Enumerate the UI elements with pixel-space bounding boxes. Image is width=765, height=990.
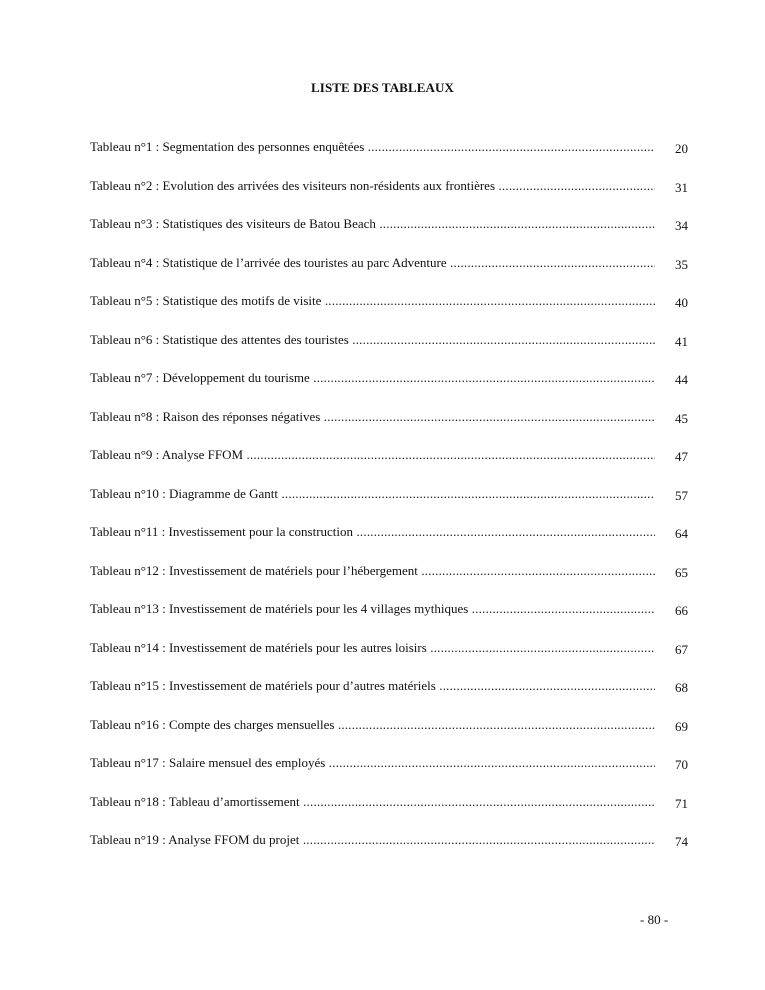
toc-entry-label: Tableau n°8 : Raison des réponses négatives ..... xyxy=(90,407,655,427)
toc-row xyxy=(90,368,690,407)
toc-entry-page: 67 xyxy=(675,641,688,657)
toc-row xyxy=(90,830,690,869)
toc-row xyxy=(90,291,690,330)
toc-entry-page: 68 xyxy=(675,680,688,695)
toc-row xyxy=(90,715,690,754)
toc-entry-page: 41 xyxy=(675,333,688,349)
toc-entry-page: 57 xyxy=(675,487,688,503)
toc-row xyxy=(90,753,690,792)
toc-entry-label: Tableau n°1 : Segmentation des personnes enquêtées ..... xyxy=(90,137,655,157)
toc-row xyxy=(90,137,690,176)
toc-row xyxy=(90,599,690,638)
toc-entry-label: Tableau n°17 : Salaire mensuel des employés ..... xyxy=(90,753,655,773)
toc-entry-page: 47 xyxy=(675,449,688,464)
toc-entry-page: 70 xyxy=(675,757,688,772)
toc-entry-page: 35 xyxy=(675,256,688,272)
toc-entry-page: 45 xyxy=(675,410,688,426)
toc-row xyxy=(90,407,690,446)
toc-row xyxy=(90,214,690,253)
toc-entry-label: Tableau n°10 : Diagramme de Gantt ..... xyxy=(90,484,655,504)
toc-entry-page: 66 xyxy=(675,603,688,618)
toc-entry-page: 31 xyxy=(675,179,688,195)
toc-row xyxy=(90,638,690,677)
toc-entry-label: Tableau n°7 : Développement du tourisme ..... xyxy=(90,368,655,388)
toc-entry-page: 69 xyxy=(675,718,688,734)
table-list xyxy=(90,137,690,869)
toc-entry-page: 65 xyxy=(675,564,688,580)
toc-entry-page: 71 xyxy=(675,795,688,811)
toc-entry-page: 64 xyxy=(675,526,688,541)
toc-row xyxy=(90,676,690,715)
toc-entry-label: Tableau n°16 : Compte des charges mensuelles ..... xyxy=(90,715,655,735)
toc-row xyxy=(90,330,690,369)
toc-entry-page: 74 xyxy=(675,834,688,849)
toc-entry-page: 20 xyxy=(675,141,688,156)
toc-entry-label: Tableau n°14 : Investissement de matériels pour les autres loisirs ..... xyxy=(90,638,655,658)
toc-entry-label: Tableau n°6 : Statistique des attentes des touristes ..... xyxy=(90,330,655,350)
toc-row xyxy=(90,253,690,292)
toc-entry-label: Tableau n°11 : Investissement pour la construction ..... xyxy=(90,522,655,542)
toc-row xyxy=(90,176,690,215)
toc-entry-label: Tableau n°5 : Statistique des motifs de visite ..... xyxy=(90,291,655,311)
toc-row xyxy=(90,522,690,561)
toc-row xyxy=(90,792,690,831)
toc-row xyxy=(90,561,690,600)
toc-entry-label: Tableau n°9 : Analyse FFOM ..... xyxy=(90,445,655,465)
toc-entry-label: Tableau n°15 : Investissement de matériels pour d’autres matériels ..... xyxy=(90,676,655,696)
toc-entry-label: Tableau n°3 : Statistiques des visiteurs de Batou Beach ..... xyxy=(90,214,655,234)
toc-entry-page: 34 xyxy=(675,218,688,233)
toc-entry-page: 44 xyxy=(675,372,688,387)
toc-entry-label: Tableau n°4 : Statistique de l’arrivée des touristes au parc Adventure ..... xyxy=(90,253,655,273)
toc-entry-label: Tableau n°2 : Evolution des arrivées des visiteurs non-résidents aux frontières ..... xyxy=(90,176,655,196)
toc-row xyxy=(90,445,690,484)
toc-entry-label: Tableau n°12 : Investissement de matériels pour l’hébergement ..... xyxy=(90,561,655,581)
toc-entry-label: Tableau n°18 : Tableau d’amortissement ..... xyxy=(90,792,655,812)
toc-entry-label: Tableau n°19 : Analyse FFOM du projet ..... xyxy=(90,830,655,850)
toc-entry-page: 40 xyxy=(675,295,688,310)
page-title: LISTE DES TABLEAUX xyxy=(311,80,454,95)
toc-entry-label: Tableau n°13 : Investissement de matériels pour les 4 villages mythiques ..... xyxy=(90,599,655,619)
page-number: - 80 - xyxy=(640,912,669,927)
toc-row xyxy=(90,484,690,523)
